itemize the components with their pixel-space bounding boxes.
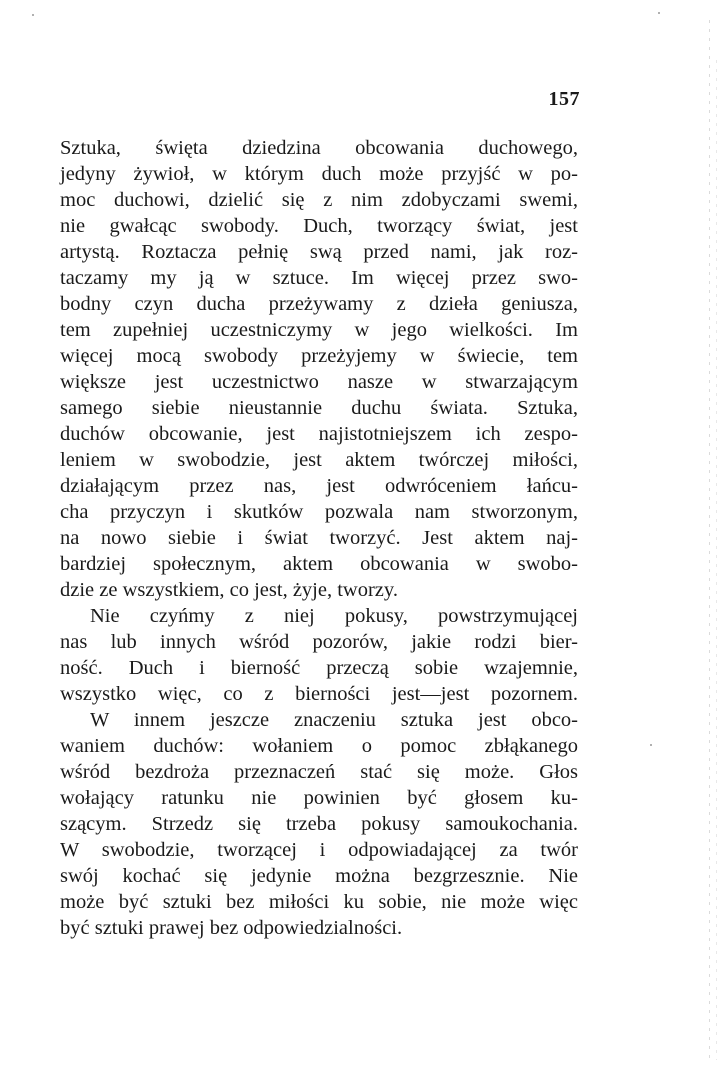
scan-edge-artifact <box>709 20 710 1060</box>
scan-speck <box>650 744 652 746</box>
text-line: więcej mocą swobody przeżyjemy w świecie, tem <box>60 345 578 367</box>
text-line: szącym. Strzedz się trzeba pokusy samoukochania. <box>60 813 578 835</box>
scan-speck <box>32 14 34 16</box>
text-line: może być sztuki bez miłości ku sobie, nie może więc <box>60 891 578 913</box>
text-line: swój kochać się jedynie można bezgrzesznie. Nie <box>60 865 578 887</box>
text-line: nie gwałcąc swobody. Duch, tworzący świat, jest <box>60 215 578 237</box>
text-line: wołający ratunku nie powinien być głosem ku- <box>60 787 578 809</box>
paragraph-end-line: wszystko więc, co z bierności jest—jest pozornem. <box>60 683 578 705</box>
paragraph-end-line: dzie ze wszystkiem, co jest, żyje, tworzy. <box>60 579 398 601</box>
text-line: duchów obcowanie, jest najistotniejszem ich zespo- <box>60 423 578 445</box>
text-line: Sztuka, święta dziedzina obcowania duchowego, <box>60 137 578 159</box>
text-line: waniem duchów: wołaniem o pomoc zbłąkanego <box>60 735 578 757</box>
text-line: cha przyczyn i skutków pozwala nam stworzonym, <box>60 501 578 523</box>
text-line: wśród bezdroża przeznaczeń stać się może. Głos <box>60 761 578 783</box>
text-line: ność. Duch i bierność przeczą sobie wzajemnie, <box>60 657 578 679</box>
paragraph-start-line: Nie czyńmy z niej pokusy, powstrzymującej <box>90 605 578 627</box>
text-line: bodny czyn ducha przeżywamy z dzieła geniusza, <box>60 293 578 315</box>
body-text <box>60 135 578 941</box>
text-line: na nowo siebie i świat tworzyć. Jest aktem naj- <box>60 527 578 549</box>
text-line: W swobodzie, tworzącej i odpowiadającej za twór <box>60 839 578 861</box>
paragraph-start-line: W innem jeszcze znaczeniu sztuka jest obco- <box>90 709 578 731</box>
text-line: taczamy my ją w sztuce. Im więcej przez swo- <box>60 267 578 289</box>
text-line: działającym przez nas, jest odwróceniem łańcu- <box>60 475 578 497</box>
scan-edge-artifact <box>716 60 717 1060</box>
text-line: moc duchowi, dzielić się z nim zdobyczami swemi, <box>60 189 578 211</box>
text-line: większe jest uczestnictwo nasze w stwarzającym <box>60 371 578 393</box>
text-line: nas lub innych wśród pozorów, jakie rodzi bier- <box>60 631 578 653</box>
text-line: artystą. Roztacza pełnię swą przed nami, jak roz- <box>60 241 578 263</box>
text-line: leniem w swobodzie, jest aktem twórczej miłości, <box>60 449 578 471</box>
text-line: samego siebie nieustannie duchu świata. Sztuka, <box>60 397 578 419</box>
text-line: tem zupełniej uczestniczymy w jego wielkości. Im <box>60 319 578 341</box>
paragraph-end-line: być sztuki prawej bez odpowiedzialności. <box>60 917 403 939</box>
page-number: 157 <box>548 88 580 110</box>
scan-speck <box>658 12 660 14</box>
text-line: bardziej społecznym, aktem obcowania w swobo- <box>60 553 578 575</box>
text-line: jedyny żywioł, w którym duch może przyjść w po- <box>60 163 578 185</box>
